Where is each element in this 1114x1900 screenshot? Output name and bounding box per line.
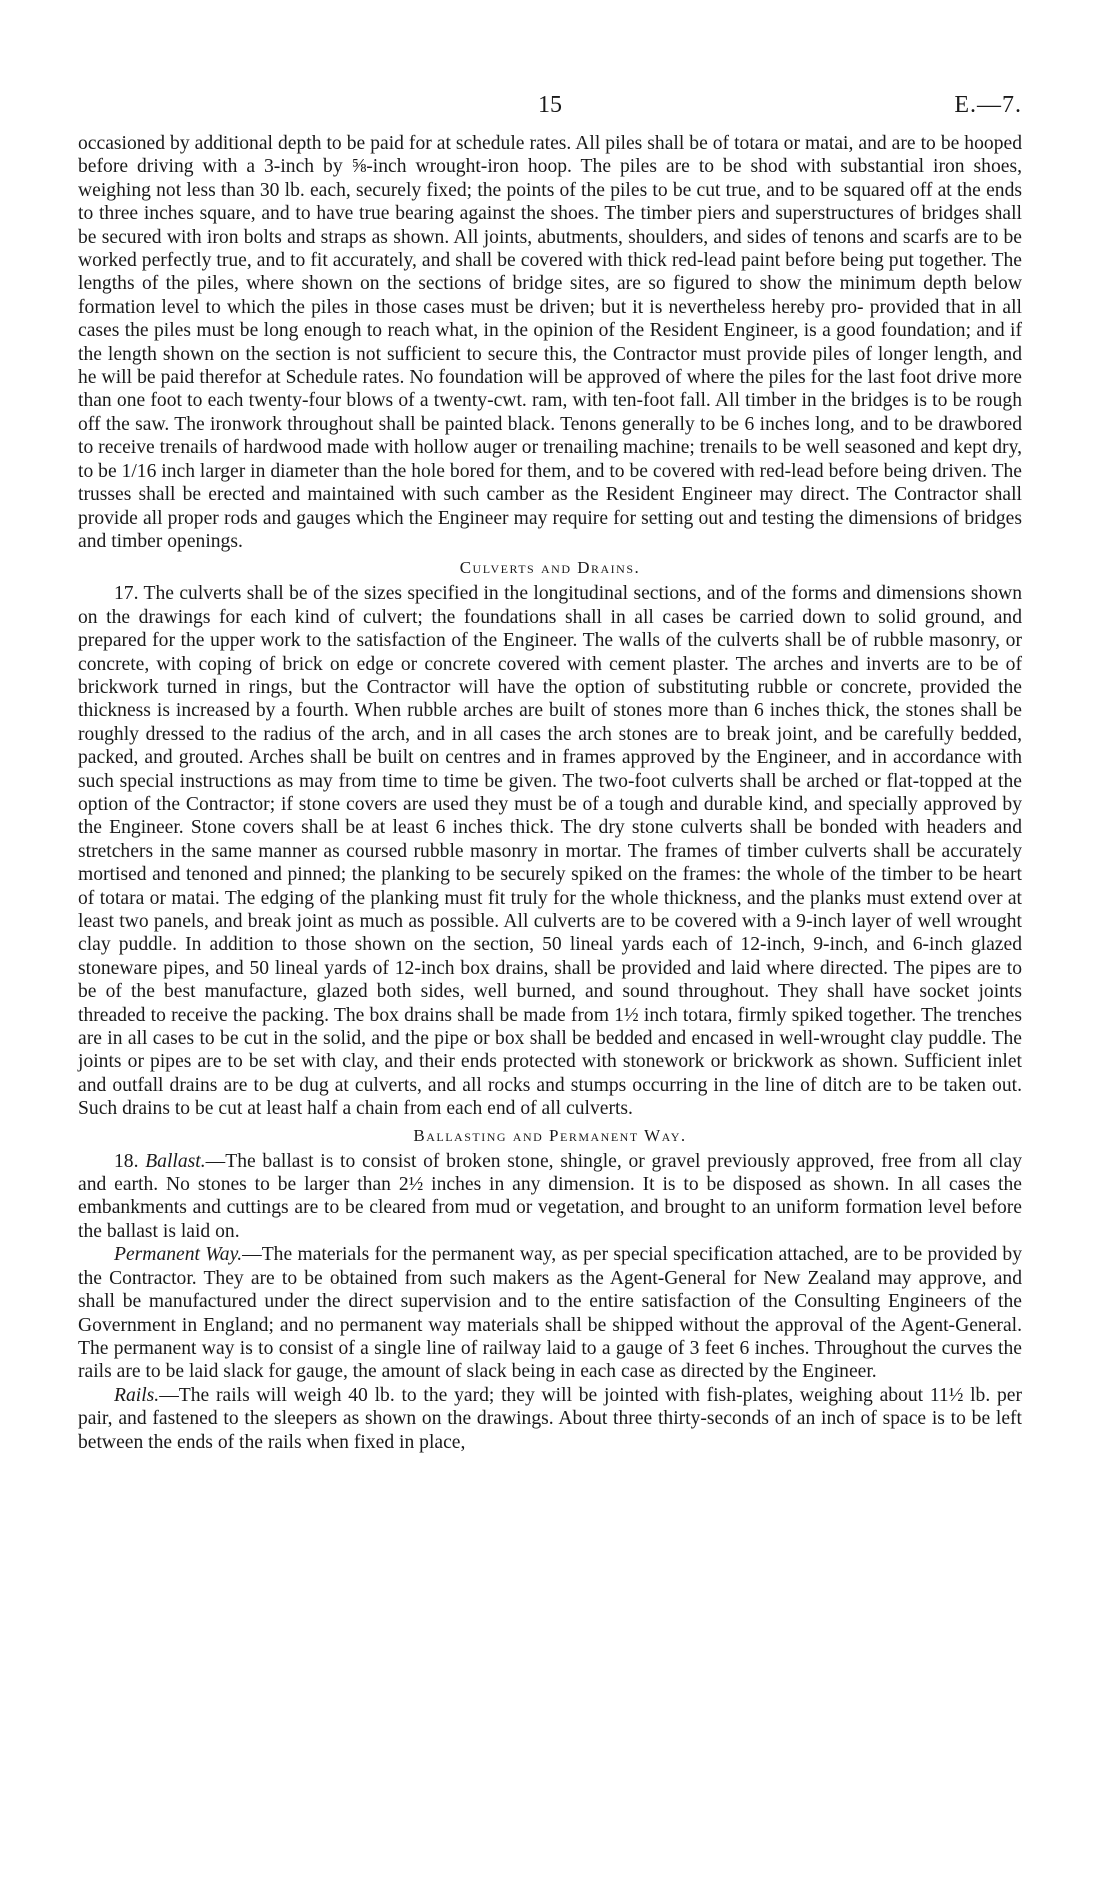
run-in-heading-permanent-way: Permanent Way. [114,1244,243,1266]
paragraph-permanent-way [78,1243,1022,1383]
page-header [78,92,1022,132]
paragraph-17-culverts [78,582,1022,1120]
clause-18-text: —The ballast is to consist of broken stone, shingle, or gravel previously approved, free from all clay and earth. No stones to be larger than 2½ inches in any dimension. It is to be disposed as shown. In all cases the embankments and cuttings are to be cleared from mud or vegetation, and brought to an uniform formation level before the ballast is laid on. [78,1150,1022,1242]
page-number: 15 [538,92,562,118]
section-heading-culverts: Culverts and Drains. [459,558,641,578]
clause-17-text: The culverts shall be of the sizes specified in the longitudinal sections, and of the forms and dimensions shown on the drawings for each kind of culvert; the foundations shall in all cases be carried down to solid ground, and prepared for the upper work to the satisfaction of the Engineer. The walls of the culverts shall be of rubble masonry, or concrete, with coping of brick on edge or concrete covered with cement plaster. The arches and inverts are to be of brickwork turned in rings, but the Contractor will have the option of substituting rubble or concrete, provided the thickness is increased by a fourth. When rubble arches are built of stones more than 6 inches thick, the stones shall be roughly dressed to the radius of the arch, and in all cases the arch stones are to break joint, and be carefully bedded, packed, and grouted. Arches shall be built on centres and in frames approved by the Engineer, and in accordance with such special instructions as may from time to time be given. The two-foot culverts shall be arched or flat-topped at the option of the Contractor; if stone covers are used they must be of a tough and durable kind, and specially approved by the Engineer. Stone covers shall be at least 6 inches thick. The dry stone culverts shall be bonded with headers and stretchers in the same manner as coursed rubble masonry in mortar. The frames of timber culverts shall be accurately mortised and tenoned and pinned; the planking to be securely spiked on the frames: the whole of the timber to be heart of totara or matai. The edging of the planking must fit truly for the whole thickness, and the planks must extend over at least two panels, and break joint as much as possible. All culverts are to be covered with a 9-inch layer of well wrought clay puddle. In addition to those shown on the section, 50 lineal yards each of 12-inch, 9-inch, and 6-inch glazed stoneware pipes, and 50 lineal yards of 12-inch box drains, shall be provided and laid where directed. The pipes are to be of the best manufacture, glazed both sides, well burned, and sound throughout. They shall have socket joints threaded to receive the packing. The box drains shall be made from 1½ inch totara, firmly spiked together. The trenches are in all cases to be cut in the solid, and the pipe or box shall be bedded and encased in well-wrought clay puddle. The joints or pipes are to be set with clay, and their ends protected with stonework or brickwork as shown. Sufficient inlet and outfall drains are to be dug at culverts, and all rocks and stumps occurring in the line of ditch are to be taken out. Such drains to be cut at least half a chain from each end of all culverts. [78,583,1022,1120]
paragraph-18-ballast [78,1150,1022,1244]
permanent-way-text: —The materials for the permanent way, as per special specification attached, are to be provided by the Contractor. They are to be obtained from such makers as the Agent-General for New Zealand may approve, and shall be manufactured under the direct supervision and to the entire satisfaction of the Consulting Engineers of the Government in England; and no permanent way materials shall be shipped without the approval of the Agent-General. The permanent way is to consist of a single line of railway laid to a gauge of 3 feet 6 inches. Throughout the curves the rails are to be laid slack for gauge, the amount of slack being in each case as directed by the Engineer. [78,1244,1023,1383]
document-code: E.—7. [954,92,1022,118]
paragraph-bridges-continued: occasioned by additional depth to be paid for at schedule rates. All piles shall be of totara or matai, and are to be hooped before driving with a 3-inch by ⅝-inch wrought-iron hoop. The piles are to be shod with substantial iron shoes, weighing not less than 30 lb. each, securely fixed; the points of the piles to be cut true, and to be squared off at the ends to three inches square, and to have true bearing against the shoes. The timber piers and superstructures of bridges shall be secured with iron bolts and straps as shown. All joints, abutments, shoulders, and sides of tenons and scarfs are to be worked perfectly true, and to fit accurately, and shall be covered with thick red-lead paint before being put together. The lengths of the piles, where shown on the sections of bridge sites, are so figured to show the minimum depth below formation level to which the piles in those cases must be driven; but it is nevertheless hereby pro- provided that in all cases the piles must be long enough to reach what, in the opinion of the Resident Engineer, is a good foundation; and if the length shown on the section is not sufficient to secure this, the Contractor must provide piles of longer length, and he will be paid therefor at Schedule rates. No foundation will be approved of where the piles for the last foot drive more than one foot to each twenty-four blows of a twenty-cwt. ram, with ten-foot fall. All timber in the bridges is to be rough off the saw. The ironwork throughout shall be painted black. Tenons generally to be 6 inches long, and to be drawbored to receive trenails of hardwood made with hollow auger or trenailing machine; trenails to be well seasoned and kept dry, to be 1/16 inch larger in diameter than the hole bored for them, and to be covered with red-lead before being driven. The trusses shall be erected and maintained with such camber as the Resident Engineer may direct. The Contractor shall provide all proper rods and gauges which the Engineer may require for setting out and testing the dimensions of bridges and timber openings. [78,133,1022,552]
clause-number-17: 17. [114,583,139,605]
document-page [78,92,1022,1454]
run-in-heading-rails: Rails. [114,1384,160,1406]
section-heading-ballasting: Ballasting and Permanent Way. [413,1125,687,1145]
clause-number-18: 18. [114,1150,139,1172]
rails-text: —The rails will weigh 40 lb. to the yard; they will be jointed with fish-plates, weighing about 11½ lb. per pair, and fastened to the sleepers as shown on the drawings. About three thirty-seconds of an inch of space is to be left between the ends of the rails when fixed in place, [78,1384,1022,1453]
run-in-heading-ballast: Ballast. [145,1150,206,1172]
paragraph-rails [78,1384,1022,1454]
